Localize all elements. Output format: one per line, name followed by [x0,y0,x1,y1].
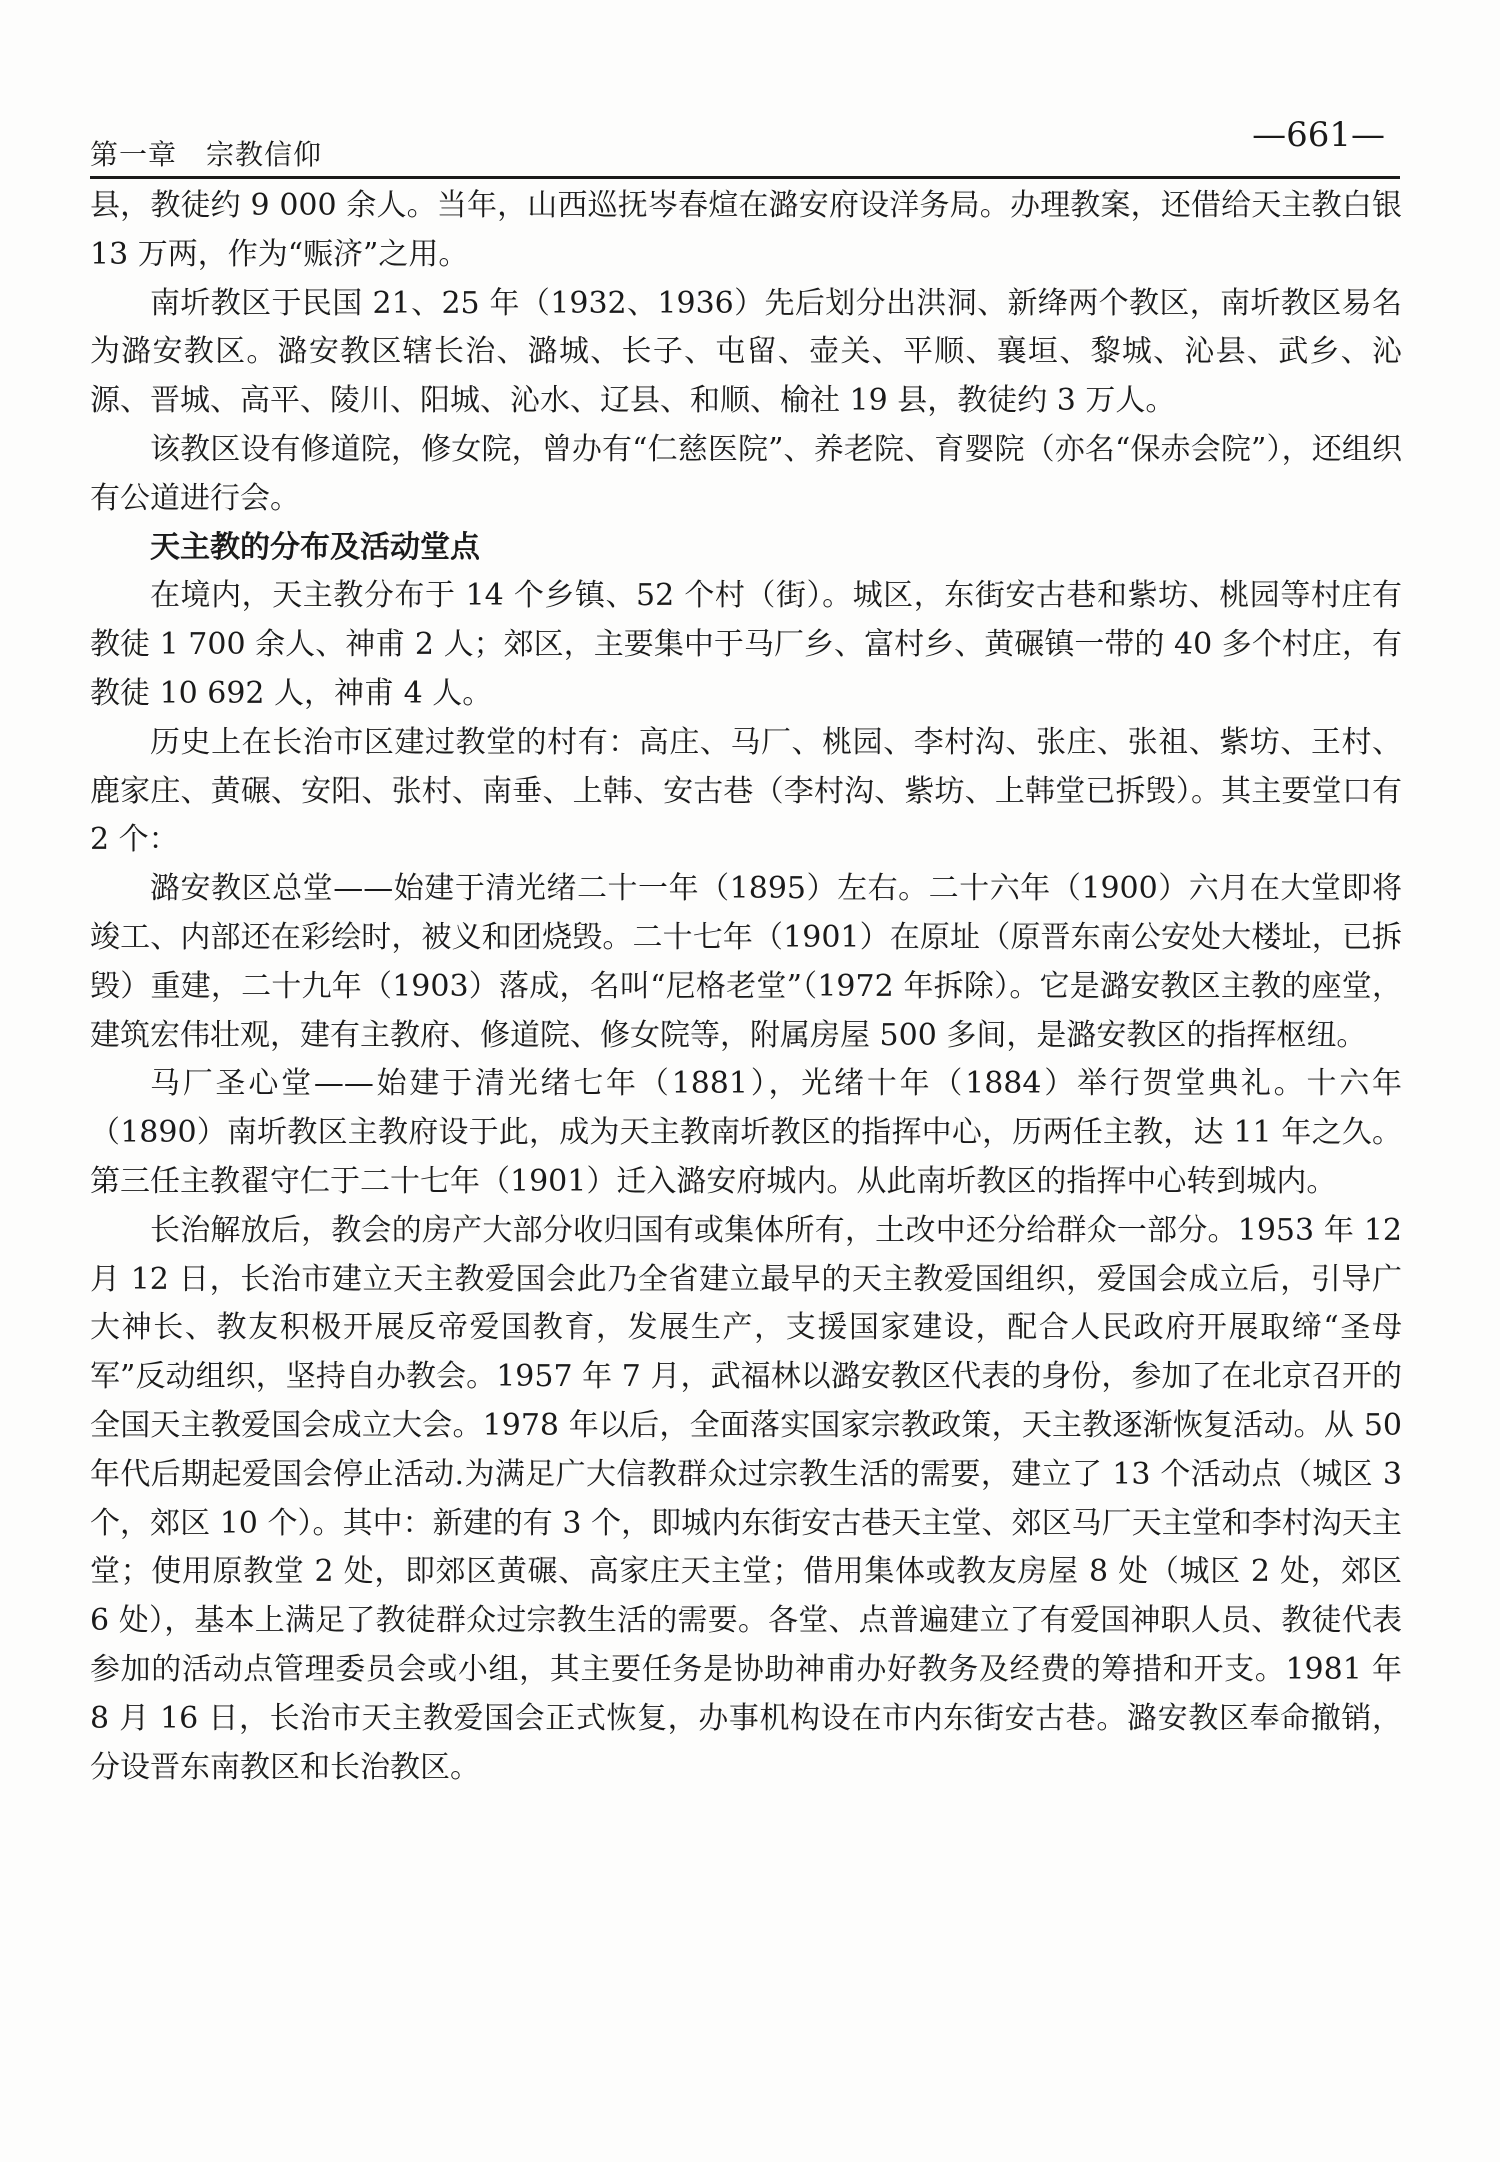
page-body [90,182,1402,1792]
paragraph-institutions: 该教区设有修道院，修女院，曾办有“仁慈医院”、养老院、育婴院（亦名“保赤会院”），还组织有公道进行会。 [90,431,1402,516]
page-number: —661— [1252,115,1385,155]
paragraph-church-history: 历史上在长治市区建过教堂的村有：高庄、马厂、桃园、李村沟、张庄、张祖、紫坊、王村、鹿家庄、黄碾、安阳、张村、南垂、上韩、安古巷（李村沟、紫坊、上韩堂已拆毁）。其主要堂口有 2 个： [90,724,1402,858]
paragraph-continued: 县，教徒约 9 000 余人。当年，山西巡抚岑春煊在潞安府设洋务局。办理教案，还借给天主教白银 13 万两，作为“赈济”之用。 [90,188,1402,272]
paragraph-nanyu-diocese: 南圻教区于民国 21、25 年（1932、1936）先后划分出洪洞、新绛两个教区，南圻教区易名为潞安教区。潞安教区辖长治、潞城、长子、屯留、壶关、平顺、襄垣、黎城、沁县、武乡、沁源、晋城、高平、陵川、阳城、沁水、辽县、和顺、榆社 19 县，教徒约 3 万人。 [90,285,1402,419]
paragraph-machang-church: 马厂圣心堂——始建于清光绪七年（1881），光绪十年（1884）举行贺堂典礼。十六年（1890）南圻教区主教府设于此，成为天主教南圻教区的指挥中心，历两任主教，达 11 年之久。第三任主教翟守仁于二十七年（1901）迁入潞安府城内。从此南圻教区的指挥中心转到城内。 [90,1066,1402,1199]
paragraph-after-liberation: 长治解放后，教会的房产大部分收归国有或集体所有，土改中还分给群众一部分。1953 年 12 月 12 日，长治市建立天主教爱国会此乃全省建立最早的天主教爱国组织，爱国会成立后，引导广大神长、教友积极开展反帝爱国教育，发展生产，支援国家建设，配合人民政府开展取缔“圣母军”反动组织，坚持自办教会。1957 年 7 月，武福林以潞安教区代表的身份，参加了在北京召开的全国天主教爱国会成立大会。1978 年以后，全面落实国家宗教政策，天主教逐渐恢复活动。从 50 年代后期起爱国会停止活动.为满足广大信教群众过宗教生活的需要，建立了 13 个活动点（城区 3 个，郊区 10 个）。其中：新建的有 3 个，即城内东街安古巷天主堂、郊区马厂天主堂和李村沟天主堂；使用原教堂 2 处，即郊区黄碾、高家庄天主堂；借用集体或教友房屋 8 处（城区 2 处，郊区 6 处），基本上满足了教徒群众过宗教生活的需要。各堂、点普遍建立了有爱国神职人员、教徒代表参加的活动点管理委员会或小组，其主要任务是协助神甫办好教务及经费的筹措和开支。1981 年 8 月 16 日，长治市天主教爱国会正式恢复，办事机构设在市内东街安古巷。潞安教区奉命撤销，分设晋东南教区和长治教区。 [90,1212,1402,1785]
chapter-title: 第一章 宗教信仰 [90,138,323,171]
paragraph-distribution: 在境内，天主教分布于 14 个乡镇、52 个村（街）。城区，东街安古巷和紫坊、桃园等村庄有教徒 1 700 余人、神甫 2 人；郊区，主要集中于马厂乡、富村乡、黄碾镇一带的 40 多个村庄，有教徒 10 692 人，神甫 4 人。 [90,578,1402,711]
paragraph-cathedral: 潞安教区总堂——始建于清光绪二十一年（1895）左右。二十六年（1900）六月在大堂即将竣工、内部还在彩绘时，被义和团烧毁。二十七年（1901）在原址（原晋东南公安处大楼址，已拆毁）重建，二十九年（1903）落成，名叫“尼格老堂”（1972 年拆除）。它是潞安教区主教的座堂，建筑宏伟壮观，建有主教府、修道院、修女院等，附属房屋 500 多间，是潞安教区的指挥枢纽。 [90,871,1402,1053]
page-header [90,115,1400,175]
header-rule [90,176,1400,179]
section-heading: 天主教的分布及活动堂点 [150,529,480,565]
